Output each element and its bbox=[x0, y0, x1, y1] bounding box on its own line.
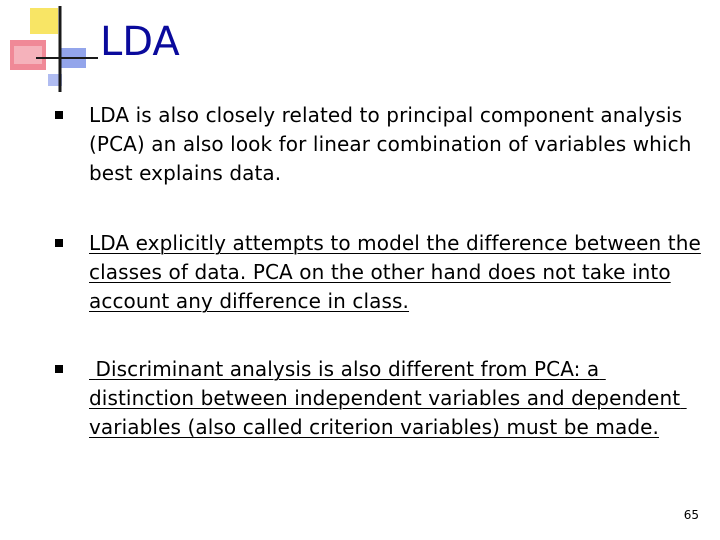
square-bullet-icon bbox=[55, 365, 63, 373]
square-bullet-icon bbox=[55, 239, 63, 247]
square-bullet-icon bbox=[55, 111, 63, 119]
page-number: 65 bbox=[683, 508, 699, 522]
bullet-text: Discriminant analysis is also different from PCA: a distinction between independent variables and dependent variables (also called criterion variables) must be made. bbox=[89, 357, 687, 439]
bullet-text: LDA is also closely related to principal component analysis (PCA) an also look for linear combination of variables which best explains data. bbox=[89, 103, 692, 185]
bullet-text: LDA explicitly attempts to model the difference between the classes of data. PCA on the other hand does not take into account any difference in class. bbox=[89, 231, 701, 313]
slide-title: LDA bbox=[100, 19, 180, 65]
